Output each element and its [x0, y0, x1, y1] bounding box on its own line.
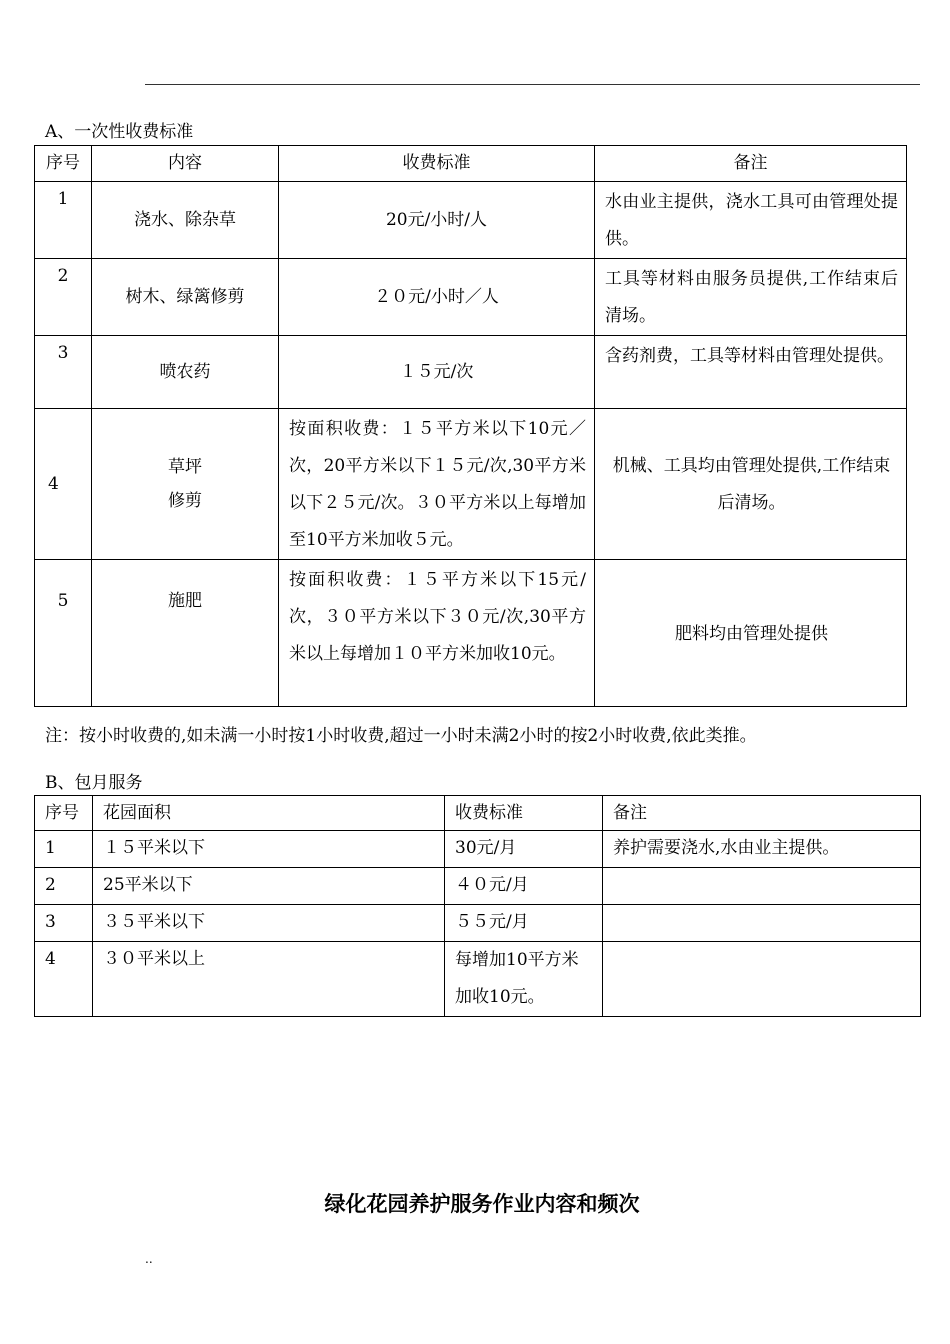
table-row — [35, 409, 907, 560]
section-b-title: B、包月服务 — [45, 773, 143, 793]
header-seq: 序号 — [35, 146, 92, 182]
table-row — [35, 905, 921, 942]
table-row — [35, 259, 907, 336]
row-seq: 3 — [35, 336, 92, 409]
row-fee: 按面积收费：１５平方米以下10元／次，20平方米以下１５元/次,30平方米以下２５元/次。３０平方米以上每增加至10平方米加收５元。 — [279, 409, 595, 560]
row-note: 水由业主提供，浇水工具可由管理处提供。 — [595, 182, 907, 259]
table-row — [35, 560, 907, 707]
billing-note: 注：按小时收费的,如未满一小时按1小时收费,超过一小时未满2小时的按2小时收费,依此类推。 — [45, 726, 757, 746]
one-time-fee-table — [34, 145, 907, 707]
row-area: 25平米以下 — [93, 868, 445, 905]
row-seq: 2 — [35, 868, 93, 905]
row-content: 施肥 — [92, 560, 279, 707]
row-seq: 2 — [35, 259, 92, 336]
row-seq: 4 — [35, 409, 92, 560]
table-header-row — [35, 796, 921, 831]
row-seq: 3 — [35, 905, 93, 942]
row-area: ３０平米以上 — [93, 942, 445, 1017]
row-seq: 1 — [35, 831, 93, 868]
row-fee: ４０元/月 — [445, 868, 603, 905]
row-note: 工具等材料由服务员提供,工作结束后清场。 — [595, 259, 907, 336]
row-note: 机械、工具均由管理处提供,工作结束后清场。 — [595, 409, 907, 560]
row-note: 含药剂费，工具等材料由管理处提供。 — [595, 336, 907, 409]
row-area: ３５平米以下 — [93, 905, 445, 942]
table-row — [35, 182, 907, 259]
row-fee: 20元/小时/人 — [279, 182, 595, 259]
footer-mark: .. — [145, 1252, 153, 1266]
header-area: 花园面积 — [93, 796, 445, 831]
header-rule — [145, 84, 920, 85]
header-fee: 收费标准 — [445, 796, 603, 831]
row-note: 肥料均由管理处提供 — [595, 560, 907, 707]
row-fee: ２０元/小时／人 — [279, 259, 595, 336]
row-seq: 1 — [35, 182, 92, 259]
section-a-title: A、一次性收费标准 — [45, 122, 194, 142]
row-content-line1: 草坪 — [168, 457, 202, 477]
row-note — [603, 942, 921, 1017]
row-fee: 30元/月 — [445, 831, 603, 868]
row-area: １５平米以下 — [93, 831, 445, 868]
row-seq: 4 — [35, 942, 93, 1017]
header-note: 备注 — [603, 796, 921, 831]
row-note — [603, 905, 921, 942]
header-fee: 收费标准 — [279, 146, 595, 182]
row-note: 养护需要浇水,水由业主提供。 — [603, 831, 921, 868]
monthly-service-table — [34, 795, 921, 1017]
row-fee: １５元/次 — [279, 336, 595, 409]
row-content — [92, 409, 279, 560]
row-content: 树木、绿篱修剪 — [92, 259, 279, 336]
table-header-row — [35, 146, 907, 182]
row-note — [603, 868, 921, 905]
page-title: 绿化花园养护服务作业内容和频次 — [324, 1192, 640, 1216]
row-fee: 每增加10平方米加收10元。 — [445, 942, 603, 1017]
row-content-line2: 修剪 — [168, 491, 202, 511]
header-note: 备注 — [595, 146, 907, 182]
row-fee: 按面积收费：１５平方米以下15元/次，３０平方米以下３０元/次,30平方米以上每增加１０平方米加收10元。 — [279, 560, 595, 707]
row-seq: 5 — [35, 560, 92, 707]
row-content: 喷农药 — [92, 336, 279, 409]
table-row — [35, 336, 907, 409]
row-content: 浇水、除杂草 — [92, 182, 279, 259]
row-fee: ５５元/月 — [445, 905, 603, 942]
header-seq: 序号 — [35, 796, 93, 831]
table-row — [35, 868, 921, 905]
table-row — [35, 831, 921, 868]
table-row — [35, 942, 921, 1017]
header-content: 内容 — [92, 146, 279, 182]
